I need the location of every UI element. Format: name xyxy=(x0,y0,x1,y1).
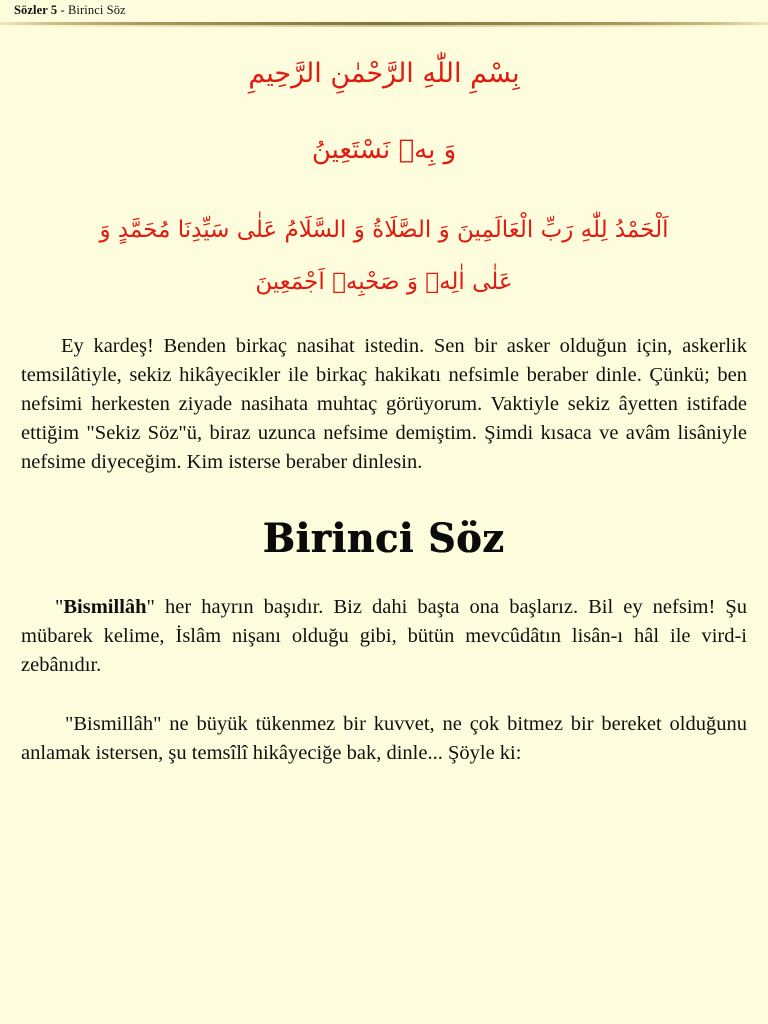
bismillah-paragraph-rest: her hayrın başıdır. Biz dahi başta ona başlarız. Bil ey nefsim! Şu mübarek kelime, İslâm nişanı olduğu gibi, bütün mevcûdâtın lisân-ı hâl ile vird-i zebânıdır. xyxy=(21,596,747,676)
header-breadcrumb xyxy=(14,3,126,18)
section-title-text: Birinci Söz xyxy=(263,515,505,562)
quote-close: " xyxy=(146,596,155,618)
arabic-hamdala-line-2: عَلٰى اٰلِهٖ وَ صَحْبِهٖ اَجْمَعِينَ xyxy=(255,269,513,295)
intro-paragraph: Ey kardeş! Benden birkaç nasihat istedin. Sen bir asker olduğun için, askerlik temsilâtiyle, sekiz hikâyecikler ile birkaç hakikatı nefsimle beraber dinle. Çünkü; ben nefsimi herkesten ziyade nasihata muhtaç görüyorum. Vaktiyle sekiz âyetten istifade ettiğim "Sekiz Söz"ü, biraz uzunca nefsime demiştim. Şimdi kısaca ve avâm lisâniyle nefsime diyeceğim. Kim isterse beraber dinlesin. xyxy=(21,335,747,473)
header-chapter-label: Birinci Söz xyxy=(68,3,126,17)
page-header xyxy=(0,0,768,24)
arabic-istiane: وَ بِهٖ نَسْتَعِينُ xyxy=(311,135,457,165)
bismillah-paragraph xyxy=(20,593,748,680)
document-content xyxy=(0,52,768,768)
arabic-hamdala-line-1: اَلْحَمْدُ لِلّٰهِ رَبِّ الْعَالَمِينَ وَ الصَّلَاةُ وَ السَّلَامُ عَلٰى سَيِّدِنَا مُحَمَّدٍ وَ xyxy=(99,217,669,243)
bismillah-bold-term: Bismillâh xyxy=(63,596,147,618)
arabic-basmala: بِسْمِ اللّٰهِ الرَّحْمٰنِ الرَّحِيمِ xyxy=(248,58,520,89)
header-book-label: Sözler 5 xyxy=(14,3,58,17)
closing-paragraph: "Bismillâh" ne büyük tükenmez bir kuvvet, ne çok bitmez bir bereket olduğunu anlamak istersen, şu temsîlî hikâyeciğe bak, dinle... Şöyle ki: xyxy=(21,713,747,764)
quote-open: " xyxy=(55,596,64,618)
header-separator: - xyxy=(57,3,68,17)
header-divider-rule xyxy=(0,22,768,25)
section-title-birinci-soz xyxy=(42,515,726,563)
